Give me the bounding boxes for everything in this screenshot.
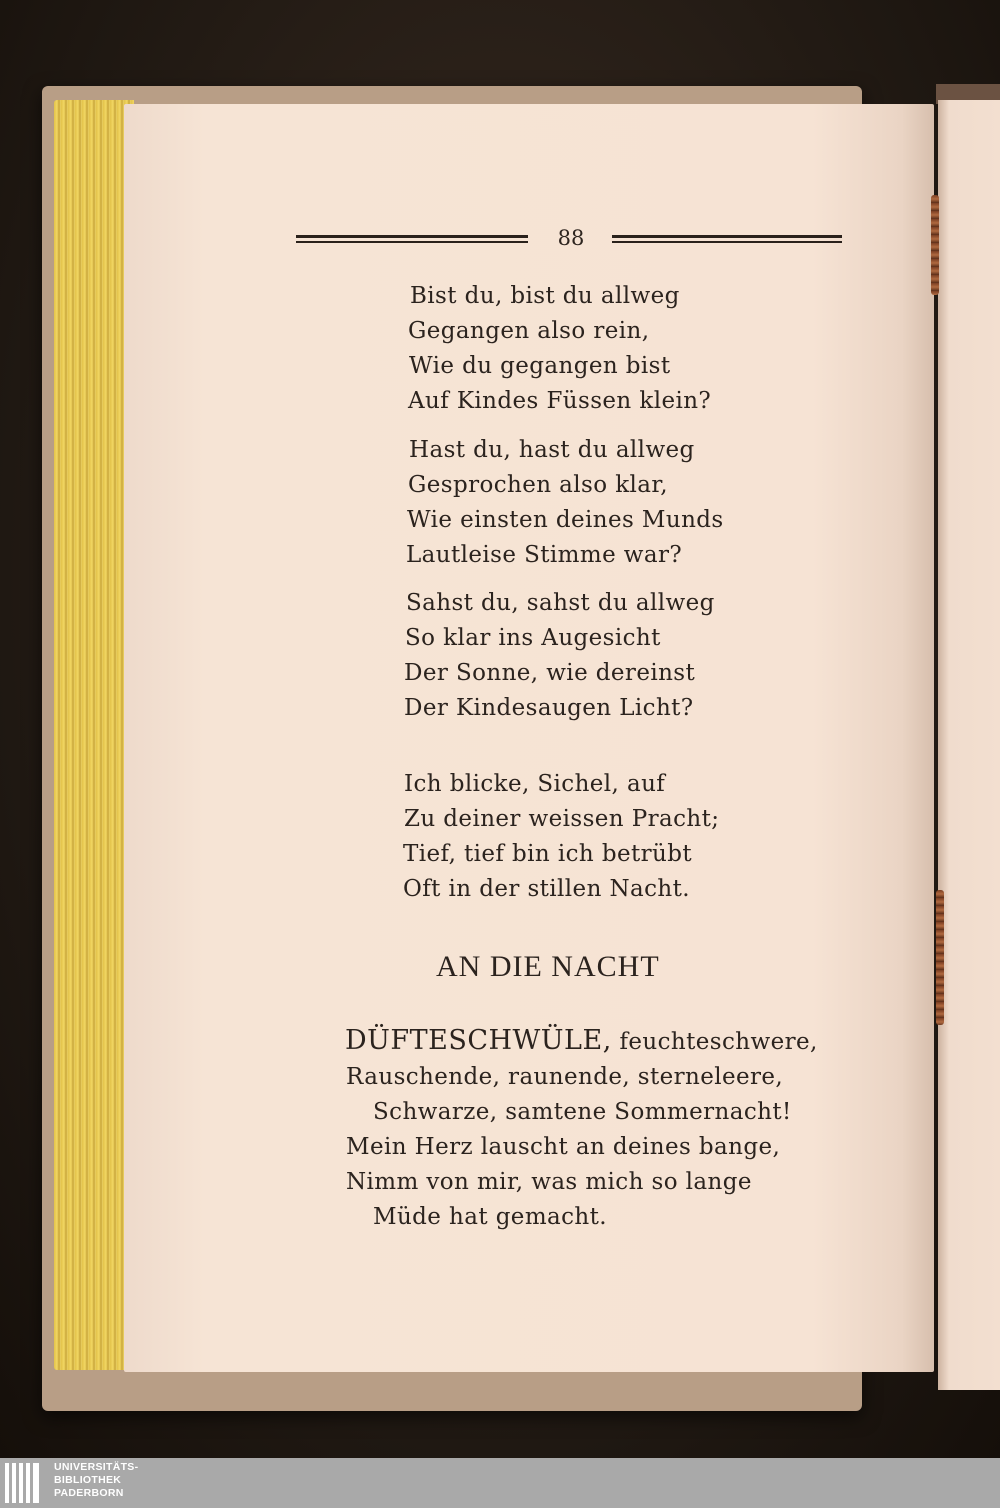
verse-line: Tief, tief bin ich betrübt [403, 841, 692, 867]
verse-line: Der Kindesaugen Licht? [404, 695, 694, 721]
verse-line: Zu deiner weissen Pracht; [404, 806, 720, 832]
verse-line: Wie einsten deines Munds [407, 507, 724, 533]
verse-line: Müde hat gemacht. [373, 1204, 607, 1230]
verse-line: Nimm von mir, was mich so lange [346, 1169, 752, 1195]
library-footer [0, 1458, 1000, 1508]
library-name-line: BIBLIOTHEK [54, 1474, 122, 1486]
library-name [54, 1461, 138, 1500]
library-logo-icon [5, 1463, 45, 1503]
verse-line: Wie du gegangen bist [409, 353, 671, 379]
verse-line: Auf Kindes Füssen klein? [408, 388, 712, 414]
library-name-line: UNIVERSITÄTS- [54, 1461, 139, 1473]
page-header [296, 226, 842, 254]
header-rule-right [612, 235, 842, 244]
first-word-capitals: DÜFTESCHWÜLE, [345, 1025, 612, 1056]
verse-line: Schwarze, samtene Sommernacht! [373, 1099, 792, 1125]
verse-line: So klar ins Augesicht [405, 625, 661, 651]
verse-line: Ich blicke, Sichel, auf [404, 771, 666, 797]
verse-line: Gegangen also rein, [408, 318, 650, 344]
gilt-page-edges [54, 100, 134, 1370]
verse-line: Der Sonne, wie dereinst [404, 660, 696, 686]
first-line-rest: feuchteschwere, [611, 1029, 818, 1055]
verse-line-first [345, 1025, 818, 1056]
verse-line: Hast du, hast du allweg [409, 437, 695, 463]
verse-line: Bist du, bist du allweg [410, 283, 680, 309]
facing-page [938, 100, 1000, 1390]
page-number: 88 [557, 226, 585, 250]
library-name-line: PADERBORN [54, 1487, 124, 1499]
verse-line: Gesprochen also klar, [408, 472, 668, 498]
binding-thread-middle [936, 890, 944, 1025]
verse-line: Sahst du, sahst du allweg [406, 590, 715, 616]
header-rule-left [296, 235, 528, 244]
poem-title: AN DIE NACHT [436, 950, 660, 983]
verse-line: Rauschende, raunende, sterneleere, [346, 1064, 784, 1090]
verse-line: Mein Herz lauscht an deines bange, [346, 1134, 781, 1160]
verse-line: Lautleise Stimme war? [406, 542, 683, 568]
binding-thread-top [931, 195, 939, 295]
verse-line: Oft in der stillen Nacht. [403, 876, 690, 902]
